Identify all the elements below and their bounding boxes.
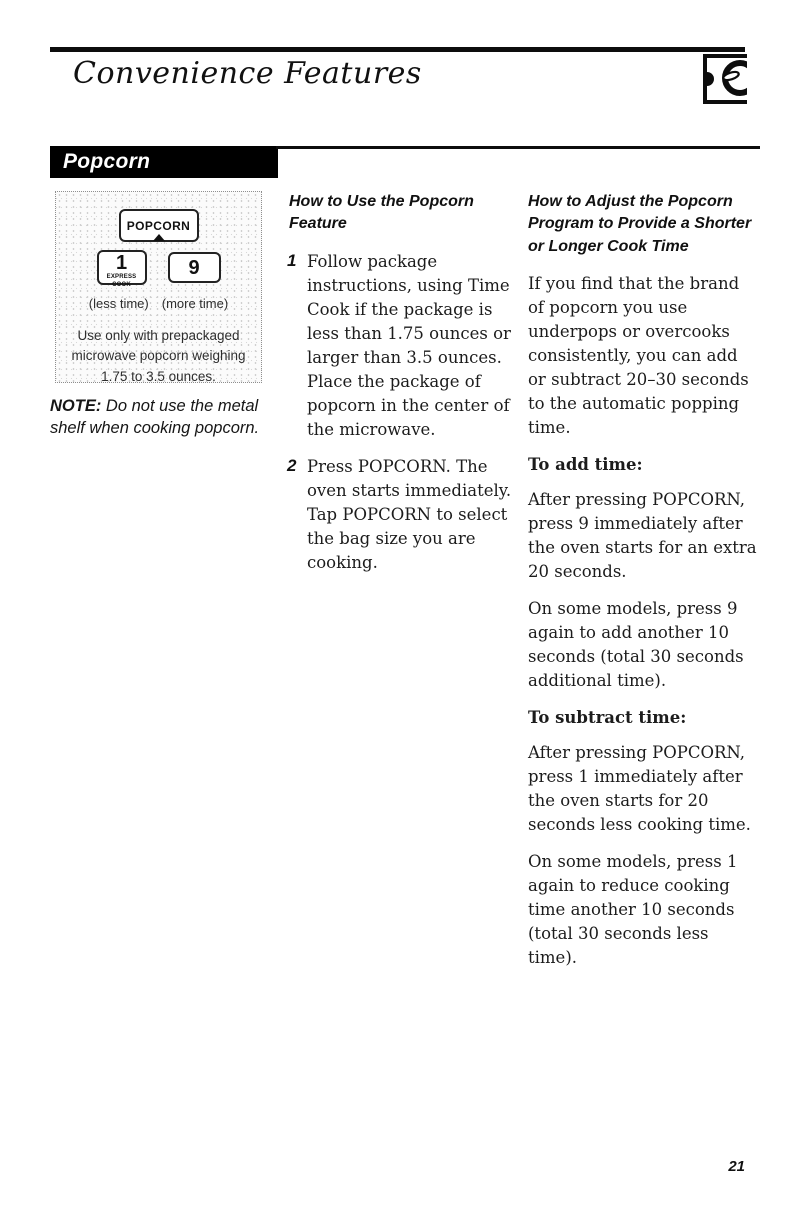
how-to-adjust-column — [528, 191, 760, 983]
key-1-label: EXPRESS COOK — [106, 274, 137, 288]
express-cook-key-illustration — [97, 250, 147, 288]
section-rule — [276, 146, 760, 149]
page-title: Convenience Features — [73, 56, 422, 91]
digit-key-row — [56, 250, 261, 288]
popcorn-key-illustration — [119, 209, 199, 242]
add-time-label: To add time: — [528, 455, 643, 475]
how-to-adjust-heading: How to Adjust the Popcorn Program to Provide a Shorter or Longer Cook Time — [528, 193, 752, 255]
less-time-hint: (less time) — [88, 296, 149, 311]
step-2-text: Press POPCORN. The oven starts immediately. Tap POPCORN to select the bag size you are cooking. — [307, 456, 512, 572]
key-9-digit: 9 — [188, 257, 200, 279]
key-9-illustration — [168, 252, 221, 283]
step-1 — [289, 250, 517, 442]
step-1-text: Follow package instructions, using Time Cook if the package is less than 1.75 ounces or larger than 3.5 ounces. Place the package of popcorn in the center of the microwave. — [307, 251, 511, 439]
popcorn-key-label: POPCORN — [126, 219, 191, 233]
plate-utensil-icon — [703, 54, 747, 104]
subtract-time-p1: After pressing POPCORN, press 1 immediately after the oven starts for 20 seconds less cooking time. — [528, 743, 751, 835]
add-time-p1: After pressing POPCORN, press 9 immediately after the oven starts for an extra 20 seconds. — [528, 490, 757, 582]
more-time-hint: (more time) — [161, 296, 229, 311]
page-number: 21 — [728, 1158, 745, 1175]
panel-caption: Use only with prepackaged microwave popcorn weighing 1.75 to 3.5 ounces. — [71, 328, 246, 384]
pointer-triangle-icon — [153, 234, 165, 241]
note-label: NOTE: — [50, 397, 102, 415]
subtract-time-label: To subtract time: — [528, 708, 687, 728]
step-2 — [289, 455, 517, 575]
time-hints — [56, 296, 261, 311]
step-1-number: 1 — [287, 250, 297, 270]
how-to-use-heading: How to Use the Popcorn Feature — [289, 193, 474, 233]
section-banner: Popcorn — [50, 146, 278, 178]
key-1-digit: 1 — [115, 252, 128, 274]
note-text — [50, 396, 282, 440]
subtract-time-p2: On some models, press 1 again to reduce cooking time another 10 seconds (total 30 seconds less time). — [528, 852, 738, 968]
add-time-p2: On some models, press 9 again to add another 10 seconds (total 30 seconds additional time). — [528, 599, 744, 691]
step-2-number: 2 — [287, 455, 297, 475]
adjust-intro: If you find that the brand of popcorn you use underpops or overcooks consistently, you can add or subtract 20–30 seconds to the automatic popping time. — [528, 274, 749, 438]
header-rule — [50, 47, 745, 52]
keypad-illustration — [55, 191, 262, 383]
note-body: Do not use the metal shelf when cooking popcorn. — [50, 397, 260, 437]
how-to-use-column — [289, 191, 517, 588]
